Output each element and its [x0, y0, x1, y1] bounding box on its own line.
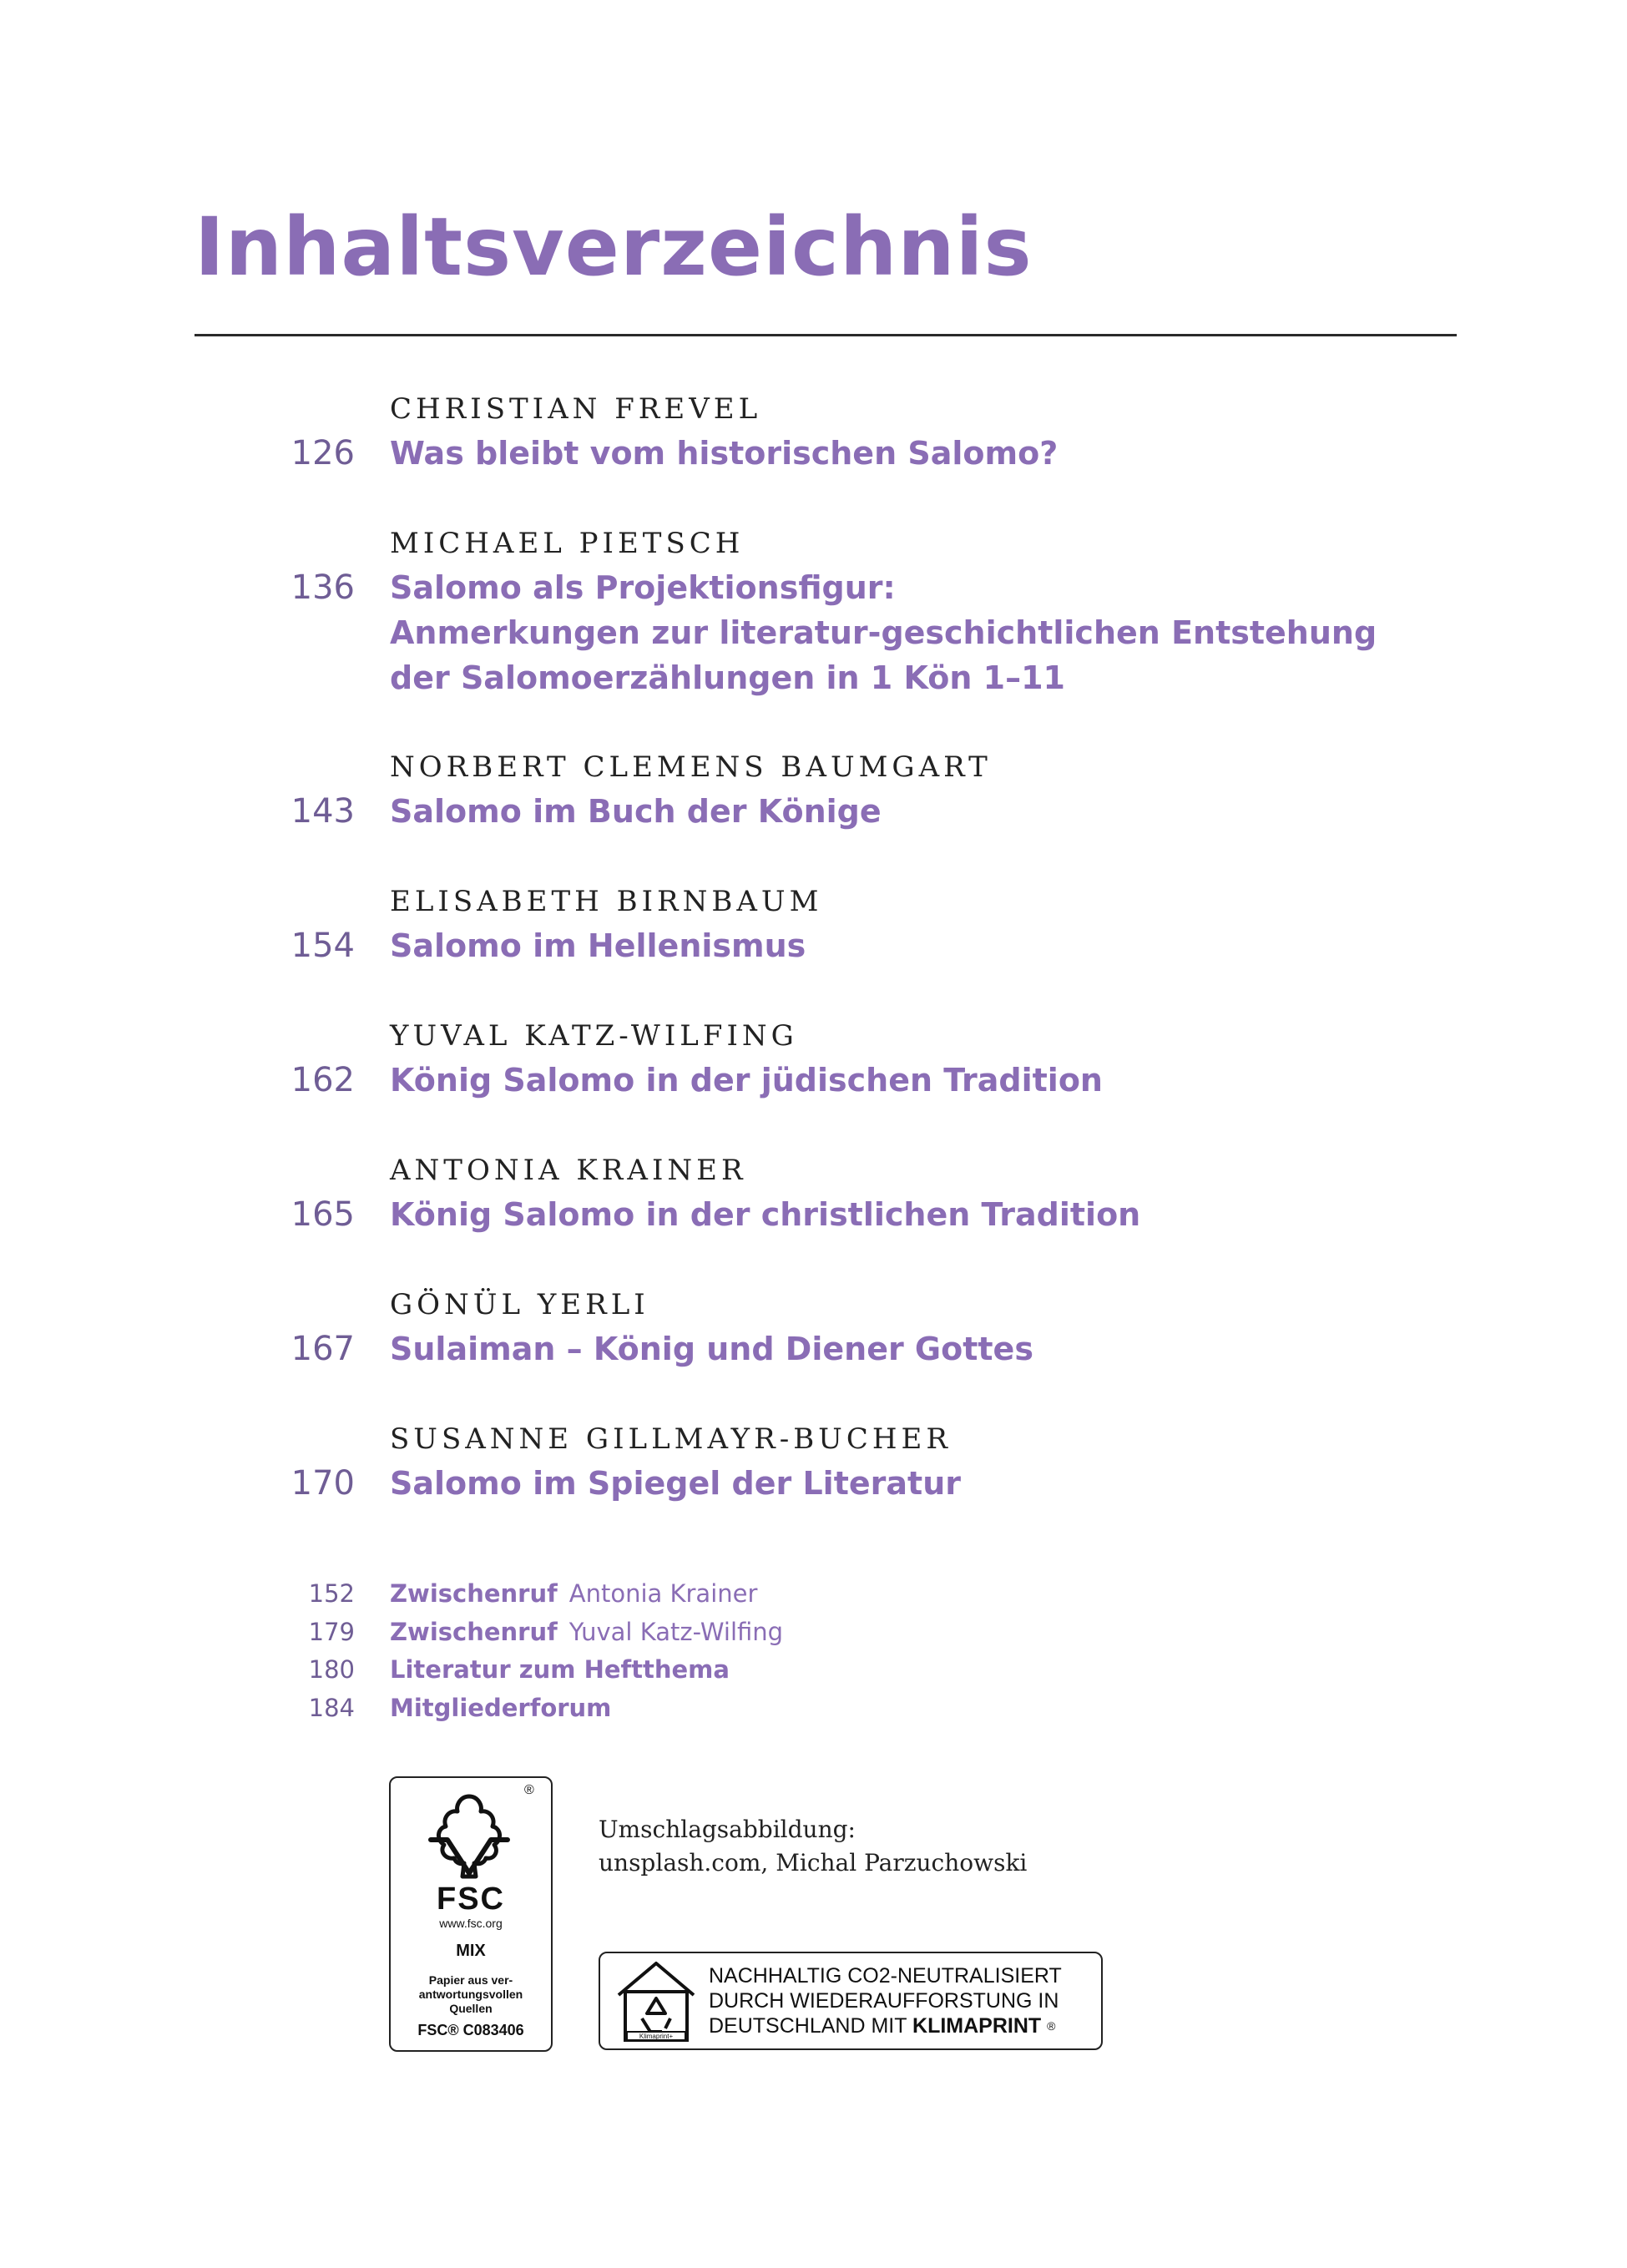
entry-title-line: Salomo als Projektionsfigur:: [390, 569, 896, 606]
entry-title[interactable]: [390, 431, 1475, 476]
minor-entry[interactable]: [0, 1690, 1627, 1728]
entry-title-line: der Salomoerzählungen in 1 Kön 1–11: [390, 659, 1065, 696]
fsc-license-code: FSC® C083406: [417, 2022, 524, 2038]
entry-title[interactable]: [390, 1461, 1475, 1506]
page-title: Inhaltsverzeichnis: [195, 200, 1033, 294]
entry-author: ELISABETH BIRNBAUM: [390, 885, 823, 918]
entry-page-number: 162: [291, 1061, 355, 1099]
fsc-paper-line: Quellen: [449, 2002, 493, 2015]
minor-page-number: 180: [308, 1655, 355, 1684]
minor-page-number: 179: [308, 1617, 355, 1646]
klimaprint-small-label: Klimaprint+: [639, 2033, 674, 2040]
fsc-paper-line: antwortungsvollen: [418, 1988, 523, 2001]
entry-author: GÖNÜL YERLI: [390, 1288, 649, 1321]
klimaprint-line: NACHHALTIG CO2-NEUTRALISIERT: [709, 1964, 1062, 1988]
toc-list: [0, 392, 1627, 1557]
entry-title[interactable]: [390, 565, 1475, 700]
entry-title[interactable]: [390, 1058, 1475, 1103]
entry-page-number: 170: [291, 1464, 355, 1503]
minor-entry[interactable]: [0, 1614, 1627, 1652]
minor-page-number: 152: [308, 1579, 355, 1608]
entry-title-line: König Salomo in der jüdischen Tradition: [390, 1062, 1103, 1099]
entry-title[interactable]: [390, 1192, 1475, 1237]
toc-entry: [0, 885, 1627, 1019]
entry-page-number: 136: [291, 568, 355, 607]
fsc-certification-logo: [389, 1776, 553, 2052]
entry-page-number: 143: [291, 792, 355, 831]
toc-entry: [0, 750, 1627, 885]
toc-entry: [0, 1019, 1627, 1154]
fsc-mix-label: MIX: [456, 1942, 486, 1960]
fsc-tree-icon: [419, 1790, 519, 1890]
toc-entry: [0, 527, 1627, 750]
klimaprint-line: DURCH WIEDERAUFFORSTUNG IN: [709, 1989, 1059, 2013]
entry-title-line: Salomo im Hellenismus: [390, 927, 806, 964]
klimaprint-badge: [599, 1952, 1103, 2050]
registered-mark: ®: [524, 1783, 534, 1797]
entry-author: YUVAL KATZ-WILFING: [390, 1019, 798, 1053]
entry-page-number: 165: [291, 1195, 355, 1234]
entry-title-line: König Salomo in der christlichen Tradition: [390, 1196, 1141, 1233]
entry-author: ANTONIA KRAINER: [390, 1154, 747, 1187]
entry-title-line: Salomo im Buch der Könige: [390, 793, 882, 830]
minor-page-number: 184: [308, 1693, 355, 1722]
fsc-paper-line: Papier aus ver-: [428, 1973, 513, 1987]
fsc-brand: FSC: [437, 1882, 505, 1917]
entry-page-number: 167: [291, 1330, 355, 1368]
cover-credit-source: unsplash.com, Michal Parzuchowski: [599, 1849, 1028, 1877]
entry-title[interactable]: [390, 789, 1475, 834]
fsc-website: www.fsc.org: [439, 1917, 503, 1930]
entry-title[interactable]: [390, 1326, 1475, 1371]
toc-entry: [0, 1288, 1627, 1422]
fsc-paper-text: [399, 1973, 543, 2016]
minor-toc-list: [0, 1575, 1627, 1727]
entry-title-line: Was bleibt vom historischen Salomo?: [390, 435, 1059, 472]
klimaprint-line-prefix: DEUTSCHLAND MIT: [709, 2014, 913, 2038]
minor-author: Yuval Katz-Wilfing: [568, 1617, 784, 1646]
klimaprint-text: [709, 1963, 1101, 2038]
title-divider: [195, 334, 1457, 336]
entry-title-line: Sulaiman – König und Diener Gottes: [390, 1331, 1033, 1367]
toc-entry: [0, 392, 1627, 527]
registered-mark: ®: [1047, 2019, 1056, 2033]
minor-label-wrap: [390, 1690, 611, 1727]
minor-label: Zwischenruf: [390, 1617, 558, 1646]
minor-label-wrap: [390, 1651, 730, 1689]
entry-author: SUSANNE GILLMAYR-BUCHER: [390, 1422, 952, 1456]
minor-label-wrap: [390, 1575, 757, 1613]
entry-author: NORBERT CLEMENS BAUMGART: [390, 750, 992, 784]
entry-page-number: 154: [291, 927, 355, 965]
minor-entry[interactable]: [0, 1651, 1627, 1690]
entry-page-number: 126: [291, 434, 355, 472]
minor-label-wrap: [390, 1614, 783, 1651]
klimaprint-brand: KLIMAPRINT: [912, 2014, 1042, 2038]
minor-label: Literatur zum Heftthema: [390, 1655, 730, 1684]
minor-label: Zwischenruf: [390, 1579, 558, 1608]
toc-entry: [0, 1422, 1627, 1557]
minor-label: Mitgliederforum: [390, 1693, 612, 1722]
entry-title-line: Anmerkungen zur literatur-geschichtlichen Entstehung: [390, 614, 1377, 651]
minor-author: Antonia Krainer: [568, 1579, 758, 1608]
entry-author: CHRISTIAN FREVEL: [390, 392, 762, 426]
entry-author: MICHAEL PIETSCH: [390, 527, 745, 560]
toc-entry: [0, 1154, 1627, 1288]
cover-credit-label: Umschlagsabbildung:: [599, 1816, 856, 1843]
recycling-house-icon: [612, 1957, 700, 2045]
cover-credit: [599, 1813, 1027, 1880]
entry-title[interactable]: [390, 923, 1475, 968]
entry-title-line: Salomo im Spiegel der Literatur: [390, 1465, 961, 1502]
minor-entry[interactable]: [0, 1575, 1627, 1614]
klimaprint-line: [709, 2013, 1101, 2038]
